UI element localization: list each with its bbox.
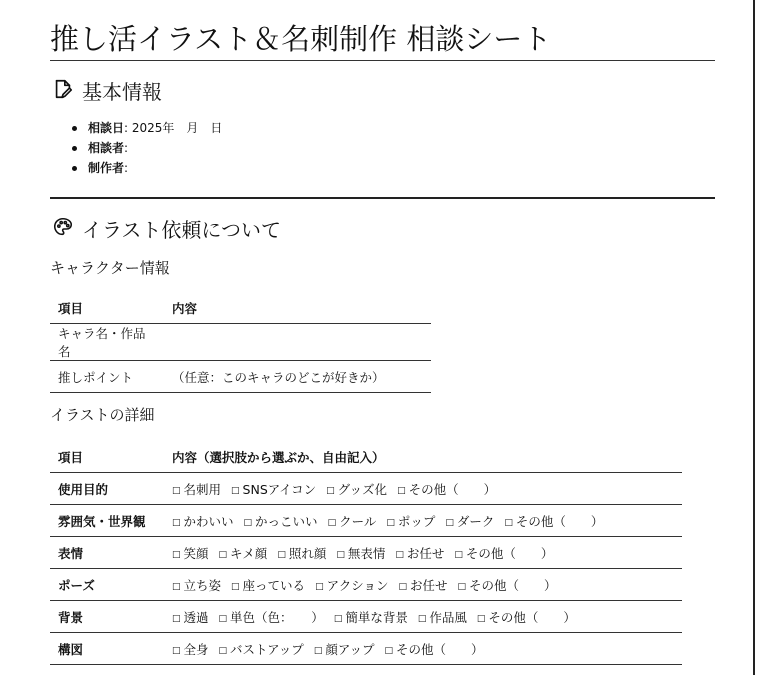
option-label: 無表情: [347, 545, 386, 561]
option-checkbox[interactable]: [172, 514, 234, 529]
option-checkbox[interactable]: [172, 642, 209, 657]
basic-info-key: 制作者: [88, 161, 125, 175]
option-checkbox[interactable]: [315, 578, 388, 593]
checkbox-icon[interactable]: □: [326, 485, 335, 496]
option-label: かっこいい: [255, 513, 318, 529]
checkbox-icon[interactable]: □: [395, 549, 404, 560]
checkbox-icon[interactable]: □: [231, 485, 240, 496]
palette-icon: [52, 216, 74, 244]
option-checkbox[interactable]: [172, 578, 221, 593]
option-label: ポップ: [397, 513, 436, 529]
option-label: ダーク: [456, 513, 495, 529]
checkbox-icon[interactable]: □: [172, 613, 181, 624]
basic-info-key: 相談日: [88, 121, 125, 135]
row-value: [164, 324, 431, 361]
option-checkbox[interactable]: [277, 546, 326, 561]
checkbox-icon[interactable]: □: [172, 645, 181, 656]
checkbox-icon[interactable]: □: [457, 581, 467, 592]
option-checkbox[interactable]: [244, 514, 318, 529]
column-header: 項目: [50, 441, 164, 473]
table-row: [50, 601, 682, 633]
basic-info-value: :: [124, 161, 129, 175]
checkbox-icon[interactable]: □: [327, 517, 337, 528]
option-label: クール: [339, 513, 377, 529]
checkbox-icon[interactable]: □: [386, 517, 395, 528]
option-label: 座っている: [242, 577, 306, 593]
option-checkbox[interactable]: [386, 514, 435, 529]
section-heading-basic-text: 基本情報: [82, 80, 162, 104]
basic-info-value: : 2025年 月 日: [124, 121, 223, 135]
row-value: （任意：このキャラのどこが好きか）: [164, 361, 431, 393]
row-label: 構図: [50, 633, 164, 665]
checkbox-icon[interactable]: □: [243, 517, 253, 528]
option-label: その他（ ）: [465, 545, 554, 561]
basic-info-key: 相談者: [88, 141, 125, 155]
page-title: 推し活イラスト＆名刺制作 相談シート: [50, 20, 715, 61]
option-label: 笑顔: [183, 545, 209, 561]
column-header: 項目: [50, 292, 164, 324]
table-header-row: [50, 292, 431, 324]
table-row: [50, 633, 682, 665]
option-label: その他（ ）: [515, 513, 604, 529]
table-header-row: [50, 441, 682, 473]
edit-document-icon: [52, 78, 74, 106]
details-table: [50, 441, 682, 665]
row-label: 使用目的: [50, 473, 164, 505]
option-label: その他（ ）: [469, 577, 557, 593]
option-checkbox[interactable]: [328, 514, 377, 529]
option-checkbox[interactable]: [397, 482, 496, 497]
table-row: [50, 537, 682, 569]
row-label: 雰囲気・世界観: [50, 505, 164, 537]
checkbox-icon[interactable]: □: [398, 581, 407, 592]
table-row: [50, 569, 682, 601]
row-options: [164, 569, 682, 601]
option-label: 顔アップ: [325, 641, 375, 657]
option-checkbox[interactable]: [384, 642, 483, 657]
checkbox-icon[interactable]: □: [172, 581, 181, 592]
option-label: お任せ: [409, 577, 448, 593]
option-checkbox[interactable]: [219, 610, 324, 625]
checkbox-icon[interactable]: □: [172, 517, 181, 528]
option-label: 透過: [183, 609, 209, 625]
option-checkbox[interactable]: [398, 578, 447, 593]
table-row: [50, 505, 682, 537]
basic-info-item-maker: [72, 158, 222, 178]
row-label: 背景: [50, 601, 164, 633]
option-checkbox[interactable]: [219, 642, 304, 657]
table-row: [50, 473, 682, 505]
row-label: 表情: [50, 537, 164, 569]
checkbox-icon[interactable]: □: [454, 549, 463, 560]
option-checkbox[interactable]: [172, 610, 209, 625]
option-label: かわいい: [183, 513, 234, 529]
option-label: 照れ顔: [288, 545, 327, 561]
option-label: 立ち姿: [183, 577, 222, 593]
option-checkbox[interactable]: [418, 610, 467, 625]
option-label: キメ顔: [230, 545, 268, 561]
option-checkbox[interactable]: [454, 546, 553, 561]
option-label: SNSアイコン: [242, 481, 317, 497]
checkbox-icon[interactable]: □: [313, 645, 323, 656]
option-checkbox[interactable]: [477, 610, 576, 625]
row-options: [164, 505, 682, 537]
checkbox-icon[interactable]: □: [476, 613, 486, 624]
checkbox-icon[interactable]: □: [417, 613, 427, 624]
row-options: [164, 633, 682, 665]
checkbox-icon[interactable]: □: [445, 517, 454, 528]
column-header: 内容（選択肢から選ぶか、自由記入）: [164, 441, 682, 473]
option-checkbox[interactable]: [326, 482, 387, 497]
basic-info-item-client: [72, 138, 222, 158]
table-row: [50, 324, 431, 361]
checkbox-icon[interactable]: □: [384, 645, 393, 656]
option-checkbox[interactable]: [334, 610, 408, 625]
subheading-character: キャラクター情報: [50, 259, 170, 277]
column-header: 内容: [164, 292, 431, 324]
checkbox-icon[interactable]: □: [172, 485, 181, 496]
option-label: その他（ ）: [488, 609, 576, 625]
option-checkbox[interactable]: [231, 482, 316, 497]
option-label: 作品風: [429, 609, 467, 625]
checkbox-icon[interactable]: □: [336, 549, 345, 560]
option-checkbox[interactable]: [504, 514, 603, 529]
option-label: その他（ ）: [408, 481, 497, 497]
section-heading-basic: [52, 78, 162, 106]
basic-info-value: :: [124, 141, 129, 155]
option-label: バストアップ: [230, 641, 304, 657]
section-heading-illust: [52, 216, 281, 244]
checkbox-icon[interactable]: □: [315, 581, 324, 592]
option-label: お任せ: [406, 545, 445, 561]
row-options: [164, 601, 682, 633]
checkbox-icon[interactable]: □: [172, 549, 181, 560]
option-checkbox[interactable]: [395, 546, 444, 561]
basic-info-item-date: [72, 118, 222, 138]
option-checkbox[interactable]: [219, 546, 268, 561]
checkbox-icon[interactable]: □: [333, 613, 343, 624]
page-edge: [753, 0, 771, 675]
checkbox-icon[interactable]: □: [231, 581, 240, 592]
checkbox-icon[interactable]: □: [218, 645, 228, 656]
checkbox-icon[interactable]: □: [218, 549, 228, 560]
option-label: アクション: [326, 577, 389, 593]
option-checkbox[interactable]: [172, 546, 209, 561]
row-options: [164, 473, 682, 505]
option-checkbox[interactable]: [458, 578, 557, 593]
option-label: 簡単な背景: [345, 609, 408, 625]
checkbox-icon[interactable]: □: [397, 485, 406, 496]
option-label: 名刺用: [183, 481, 222, 497]
checkbox-icon[interactable]: □: [218, 613, 228, 624]
section-divider: [50, 197, 715, 199]
character-table: [50, 292, 431, 393]
option-checkbox[interactable]: [172, 482, 221, 497]
row-label: 推しポイント: [50, 361, 164, 393]
option-checkbox[interactable]: [445, 514, 494, 529]
table-row: [50, 361, 431, 393]
row-label: ポーズ: [50, 569, 164, 601]
option-checkbox[interactable]: [314, 642, 375, 657]
subheading-details: イラストの詳細: [50, 406, 155, 424]
row-options: [164, 537, 682, 569]
section-heading-illust-text: イラスト依頼について: [82, 218, 281, 242]
basic-info-list: [72, 118, 222, 178]
option-checkbox[interactable]: [336, 546, 385, 561]
row-label: キャラ名・作品名: [50, 324, 164, 361]
checkbox-icon[interactable]: □: [504, 517, 513, 528]
checkbox-icon[interactable]: □: [277, 549, 286, 560]
option-label: その他（ ）: [395, 641, 484, 657]
option-label: 単色（色： ）: [230, 609, 324, 625]
option-checkbox[interactable]: [231, 578, 305, 593]
option-label: グッズ化: [337, 481, 388, 497]
option-label: 全身: [183, 641, 209, 657]
